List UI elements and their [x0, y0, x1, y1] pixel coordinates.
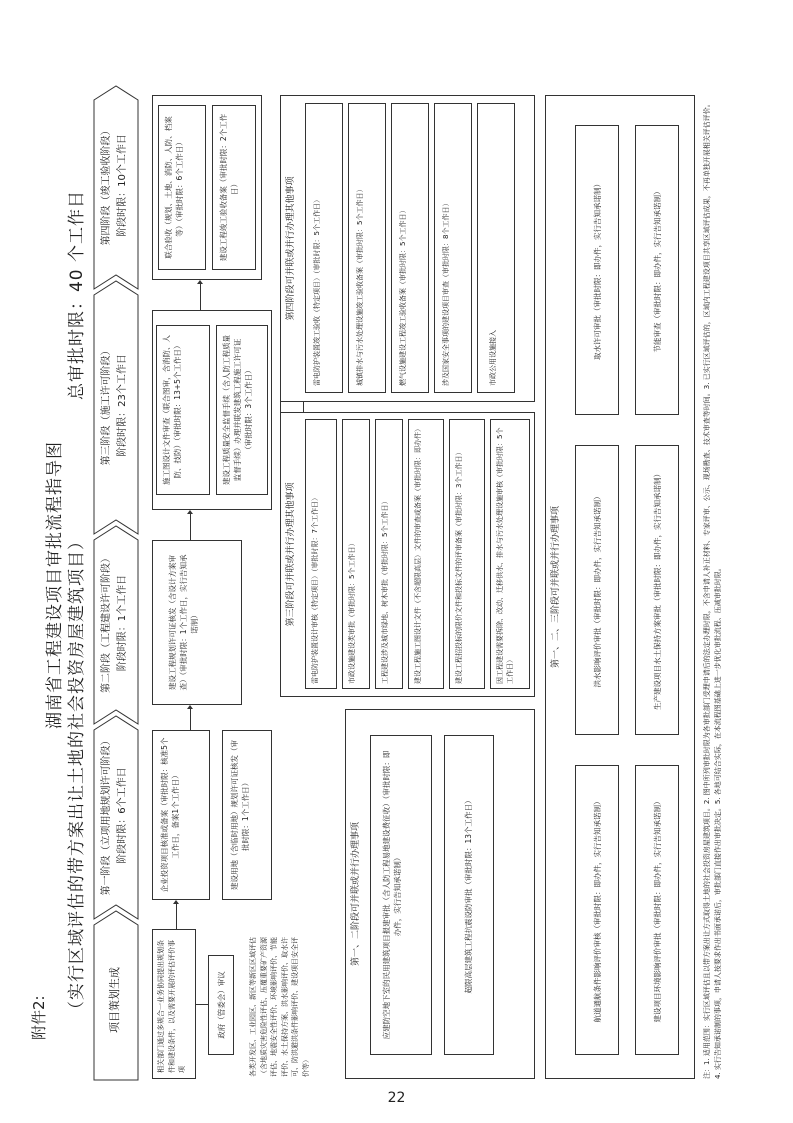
flow-arrow-1	[190, 708, 191, 730]
arrow-head	[173, 900, 179, 904]
flowchart	[40, 85, 780, 1085]
stage4-box-1: 联合验收（规划、土地、消防、人防、档案等）（审批时限：6个工作日）	[158, 105, 206, 270]
parallel123-item-1: 建设项目环境影响评价审批（审批时限：即办件，实行告知承诺制）	[635, 765, 679, 1055]
parallel4-item-4: 市政公用设施接入	[477, 103, 515, 393]
stage-name-2: 第二阶段（工程建设许可阶段）	[101, 553, 112, 693]
parallel4-item-0: 雷电防护装置竣工验收（特定项目）（审批时限：5个工作日）	[305, 103, 343, 393]
stage-time-4: 阶段时限：10个工作日	[117, 134, 128, 237]
connector	[196, 1004, 208, 1005]
title-main: 湖南省工程建设项目审批流程指导图	[45, 441, 65, 729]
parallel12-title: 第一、二阶段可并联或并行办理事项	[351, 822, 361, 967]
parallel123-item-0: 航道通航条件影响评价审核（审批时限：即办件，实行告知承诺制）	[575, 765, 619, 1055]
parallel4-item-2: 燃气设施建设工程竣工验收备案（审批时限：5个工作日）	[391, 103, 429, 393]
flow-arrow-2	[190, 513, 191, 540]
parallel3-item-1: 市政设施建设类审批（审批时限：5个工作日）	[342, 419, 370, 689]
parallel12-item-0: 应建防空地下室的民用建筑项目报建审批（含人防工程易地建设费征收）（审批时限：即办件，实行告知承诺制）	[370, 735, 432, 1055]
parallel3-title: 第三阶段可并联或并行办理其他事项	[286, 482, 296, 627]
stage-name-0: 项目策划生成	[108, 967, 121, 1033]
stage4-box-2: 建设工程竣工验收备案（审批时限：2个工作日）	[212, 105, 256, 270]
zone-note: 各类开发区、工业园区、新区等新区区域评估（含地质灾害危险性评估、压覆重要矿产资源评估、地震安全性评价、环境影响评价、节能评价、水土保持方案、洪水影响评价、取水许可、防洪避洪条件影响评价、建设项目安全评价等）	[249, 937, 310, 1077]
arrow-head	[187, 510, 193, 514]
arrow-head	[197, 280, 203, 284]
stage3-box-1: 施工图设计文件审查（联合图审，含消防、人防、技防）（审批时限：13+5个工作日）	[156, 325, 210, 495]
stage-name-1: 第一阶段（立项用地规划许可阶段）	[101, 735, 112, 896]
stage-time-3: 阶段时限：23个工作日	[117, 354, 128, 457]
attachment-label: 附件2:	[30, 995, 48, 1040]
stage1-box-2: 建设用地（含临时用地）规划许可证核发（审批时限：1个工作日）	[222, 730, 272, 900]
title-sub: （实行区域评估的带方案出让土地的社会投资房屋建筑项目）	[67, 532, 87, 1018]
parallel123-title: 第一、二、三阶段可并联或并行办理事项	[551, 506, 561, 669]
parallel123-item-2: 洪水影响评价审批（审批时限：即办件，实行告知承诺制）	[575, 445, 619, 735]
arrow-head	[187, 705, 193, 709]
stage-time-1: 阶段时限：6个工作日	[117, 767, 128, 864]
parallel123-item-3: 生产建设项目水土保持方案审批（审批时限：即办件，实行告知承诺制）	[635, 445, 679, 735]
total-time: 总审批时限：40 个工作日	[67, 189, 87, 401]
parallel12-item-1: 超限高层建筑工程抗震设防审批（审批时限：13个工作日）	[444, 735, 494, 1055]
stage-name-4: 第四阶段（竣工验收阶段）	[101, 125, 112, 246]
stage3-box-2: 建设工程质量安全监督手续（含人防工程质量监督手续）办理并联发建筑工程施工许可证（审批时限：3个工作日）	[216, 325, 268, 495]
page-number: 22	[387, 1090, 406, 1106]
parallel4-item-3: 涉及国家安全事项的建设项目审查（审批时限：8个工作日）	[434, 103, 472, 393]
parallel4-title: 第四阶段可并联或并行办理其他事项	[286, 176, 296, 321]
flow-arrow-0	[176, 903, 177, 929]
parallel3-item-5: 因工程建设需要拆除、改动、迁移供水、排水与污水处理设施审核（审批时限：5个工作日）	[490, 419, 530, 689]
parallel123-item-5: 节能审查（审批时限：即办件，实行告知承诺制）	[635, 125, 679, 415]
stage2-box-1: 建设工程规划许可证核发（含设计方案审查）（审批时限：1个工作日，实行告知承诺制）	[152, 540, 242, 705]
parallel123-item-4: 取水许可审批（审批时限：即办件，实行告知承诺制）	[575, 125, 619, 415]
parallel3-item-2: 工程建设涉及城市绿地、树木审批（审批时限：5个工作日）	[375, 419, 403, 689]
planning-box-2: 政府（管委会）审议	[208, 955, 234, 1055]
stage1-box-1: 企业投资项目核准或备案（审批时限：核准5个工作日，备案1个工作日）	[152, 730, 210, 900]
stage-time-2: 阶段时限：1个工作日	[117, 574, 128, 672]
stage-name-3: 第三阶段（施工许可阶段）	[101, 345, 112, 466]
planning-box-1: 相关部门通过多规合一业务协同提出规划条件和建设条件，以及需要开展的评估评价事项	[152, 929, 196, 1079]
parallel4-item-1: 城镇排水与污水处理设施竣工验收备案（审批时限：5个工作日）	[348, 103, 386, 393]
parallel3-item-3: 建设工程施工图设计文件（不含超限高层）文件的审查或备案（审批时限：即办件）	[408, 419, 444, 689]
parallel3-item-0: 雷电防护装置设计审核（特定项目）（审批时限：7个工作日）	[305, 419, 337, 689]
parallel3-item-4: 建设工程招投标的限价文件和投标文件的评审备案（审批时限：3个工作日）	[449, 419, 485, 689]
flow-arrow-3	[200, 283, 201, 310]
notes: 注：1. 适用范围：实行区域评估且以带方案出让方式取得土地的社会投资房屋建筑项目。2. 图中所列审批时限为各审批部门受理申请后的法定办理时限，不含申请人补正材料、专家评审、公示、现场勘查、技术审查等时间。3. 已实行区域评估的，区域内工程建设项目共享区域评估成果，不再单独开展相关评估评价。4. 实行告知承诺制的事项，申请人按要求作出书面承诺后，审批部门直接作出审批决定。5. 各地可结合实际，在本流程图基础上进一步优化审批流程、压减审批时限。	[703, 100, 722, 1079]
